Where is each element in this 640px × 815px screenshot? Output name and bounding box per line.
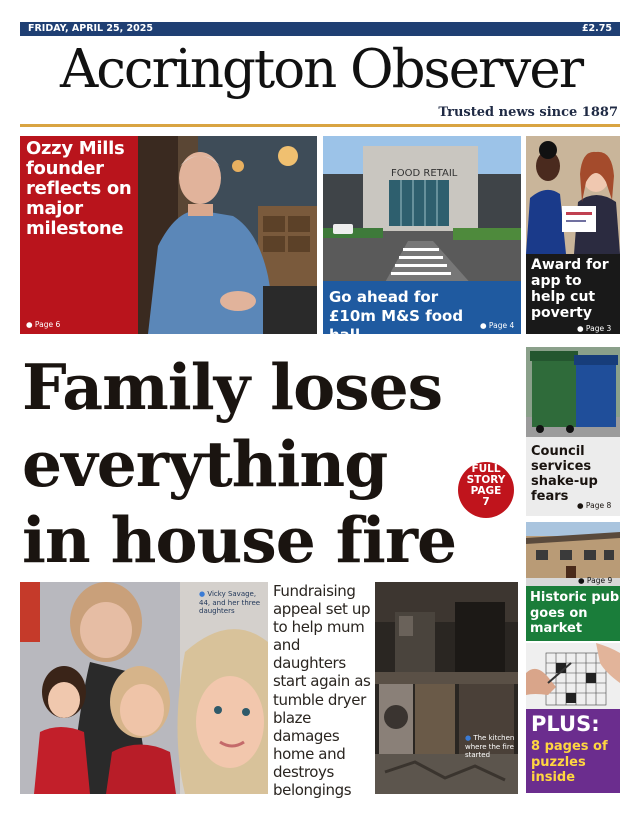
lead-headline-line-2[interactable]: everything xyxy=(22,427,388,501)
badge-line-2: STORY xyxy=(466,474,506,486)
pub-page-ref: ● Page 9 xyxy=(578,576,613,585)
tagline: Trusted news since 1887 xyxy=(438,105,618,120)
cover-price: £2.75 xyxy=(581,23,612,34)
lead-headline-line-3[interactable]: in house fire xyxy=(22,503,457,577)
lead-headline-line-1[interactable]: Family loses xyxy=(22,350,443,424)
food-hall-headline-text: Go ahead for £10m M&S food hall xyxy=(329,288,464,344)
lead-standfirst[interactable]: Fundraising appeal set up to help mum and daughters start again as tumble dryer blaze damages home and destroys belongings xyxy=(273,582,371,800)
award-page-ref: ● Page 3 xyxy=(577,324,612,333)
badge-line-1: FULL xyxy=(471,463,501,475)
ozzy-headline[interactable]: Ozzy Mills founder reflects on major milestone xyxy=(26,138,132,239)
full-story-badge[interactable] xyxy=(458,462,514,518)
family-caption xyxy=(199,590,265,616)
council-headline[interactable]: Council services shake-up fears xyxy=(531,444,598,504)
council-page-ref: ● Page 8 xyxy=(577,501,612,510)
pub-headline[interactable]: Historic pub goes on market xyxy=(530,590,620,636)
badge-line-4: 7 xyxy=(482,496,490,508)
ozzy-page-ref: ● Page 6 xyxy=(26,320,61,329)
masthead-rule xyxy=(20,124,620,127)
caption-bullet-icon: ● xyxy=(465,734,474,742)
ozzy-founder-photo[interactable] xyxy=(138,136,317,334)
food-retail-sign: FOOD RETAIL xyxy=(391,168,458,179)
food-hall-headline[interactable] xyxy=(329,288,479,345)
crossword-photo[interactable] xyxy=(526,643,620,709)
food-hall-page-ref: ● Page 4 xyxy=(480,321,515,330)
issue-date: FRIDAY, APRIL 25, 2025 xyxy=(28,23,153,34)
wheelie-bins-photo[interactable] xyxy=(526,347,620,437)
kitchen-caption xyxy=(465,734,517,760)
family-caption-text: Vicky Savage, 44, and her three daughters xyxy=(199,590,261,615)
masthead: Accrington Observer xyxy=(59,39,583,100)
puzzles-promo[interactable]: 8 pages of puzzles inside xyxy=(531,739,608,785)
award-photo[interactable] xyxy=(526,136,620,254)
kitchen-caption-text: The kitchen where the fire started xyxy=(465,734,515,759)
fire-kitchen-photo[interactable] xyxy=(375,582,518,794)
badge-line-3: PAGE xyxy=(470,485,502,497)
caption-bullet-icon: ● xyxy=(199,590,208,598)
plus-label[interactable]: PLUS: xyxy=(531,712,600,736)
date-bar xyxy=(20,22,620,36)
award-headline[interactable]: Award for app to help cut poverty xyxy=(531,257,609,321)
